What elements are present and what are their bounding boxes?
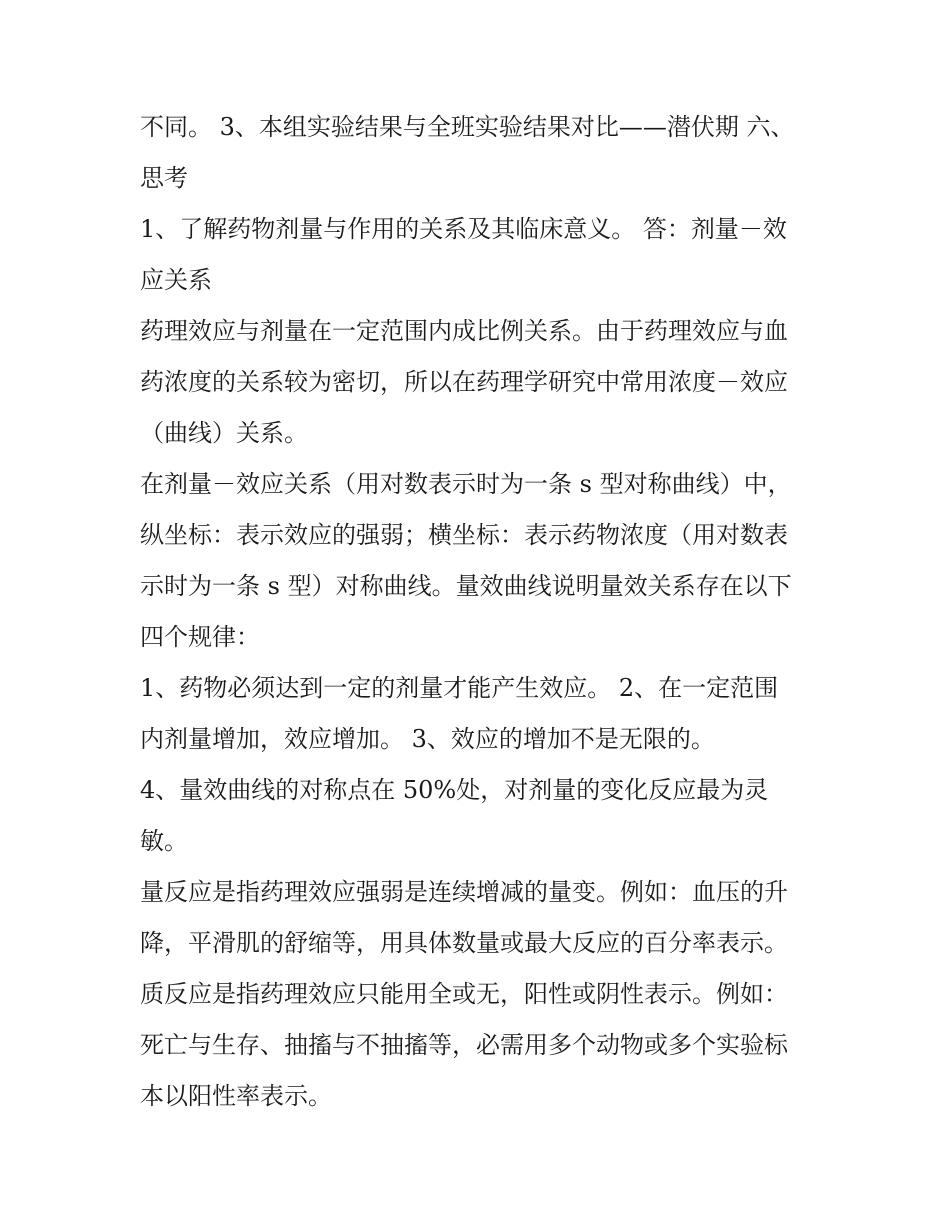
document-body [140,102,820,1122]
paragraph-s-curve: 在剂量－效应关系（用对数表示时为一条 s 型对称曲线）中， 纵坐标：表示效应的强弱；横坐标：表示药物浓度（用对数表 示时为一条 s 型）对称曲线。量效曲线说明量效关系存在以下 四个规律： [140,470,792,651]
paragraph-rule-4: 4、量效曲线的对称点在 50%处，对剂量的变化反应最为灵 敏。 [140,776,769,855]
paragraph-question-dose-effect: 1、了解药物剂量与作用的关系及其临床意义。 答：剂量－效 应关系 [140,215,787,294]
paragraph-rules-1-3: 1、药物必须达到一定的剂量才能产生效应。 2、在一定范围 内剂量增加，效应增加。 3、效应的增加不是无限的。 [140,674,779,753]
paragraph-graded-response: 量反应是指药理效应强弱是连续增减的量变。例如：血压的升 降，平滑肌的舒缩等，用具体数量或最大反应的百分率表示。 [140,878,788,957]
paragraph-quantal-response: 质反应是指药理效应只能用全或无，阳性或阴性表示。例如： 死亡与生存、抽搐与不抽搐等，必需用多个动物或多个实验标 本以阳性率表示。 [140,980,788,1110]
paragraph-pharmacological-effect: 药理效应与剂量在一定范围内成比例关系。由于药理效应与血 药浓度的关系较为密切，所以在药理学研究中常用浓度－效应 （曲线）关系。 [140,317,788,447]
paragraph-experiment-results: 不同。 3、本组实验结果与全班实验结果对比——潜伏期 六、 思考 [140,113,795,192]
